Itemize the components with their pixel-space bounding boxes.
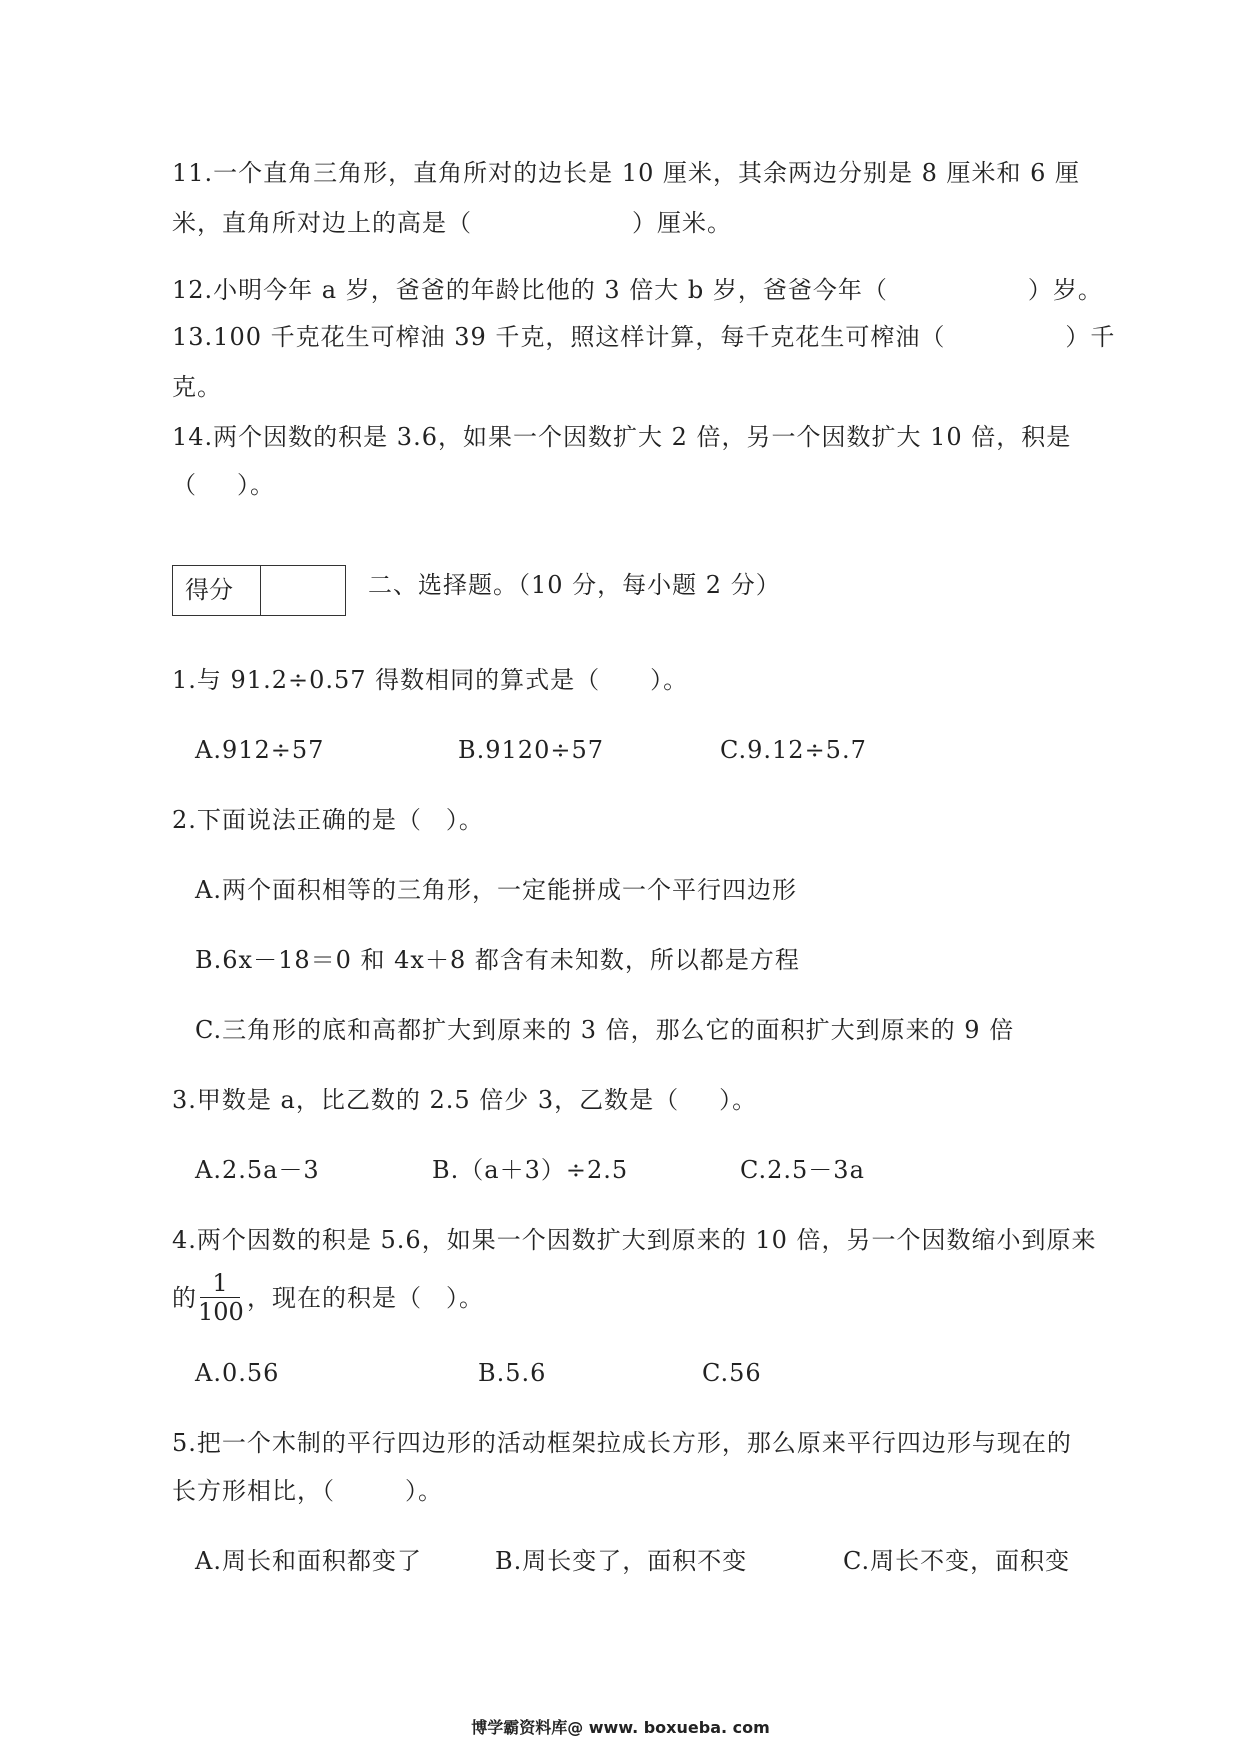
section2-title: 二、选择题。（10 分，每小题 2 分） bbox=[368, 571, 781, 599]
q3-stem-b: ）。 bbox=[719, 1086, 758, 1114]
q1-option-b: B.9120÷57 bbox=[458, 736, 604, 764]
q3-option-c: C.2.5－3a bbox=[740, 1156, 865, 1184]
q2-option-a: A.两个面积相等的三角形，一定能拼成一个平行四边形 bbox=[195, 876, 797, 904]
q5-option-a: A.周长和面积都变了 bbox=[195, 1547, 422, 1575]
q14-line1: 14.两个因数的积是 3.6，如果一个因数扩大 2 倍，另一个因数扩大 10 倍，积是 bbox=[172, 423, 1072, 451]
q3-option-b: B.（a＋3）÷2.5 bbox=[432, 1156, 629, 1184]
q2-option-b: B.6x－18＝0 和 4x＋8 都含有未知数，所以都是方程 bbox=[195, 946, 800, 974]
q4-option-c: C.56 bbox=[702, 1359, 762, 1387]
q12-text-a: 12.小明今年 a 岁，爸爸的年龄比他的 3 倍大 b 岁，爸爸今年（ bbox=[172, 276, 888, 304]
q13-text-a: 13.100 千克花生可榨油 39 千克，照这样计算，每千克花生可榨油（ bbox=[172, 323, 946, 351]
q4-option-b: B.5.6 bbox=[478, 1359, 547, 1387]
q11-line1: 11.一个直角三角形，直角所对的边长是 10 厘米，其余两边分别是 8 厘米和 6 厘 bbox=[172, 159, 1081, 187]
q3-stem-a: 3.甲数是 a，比乙数的 2.5 倍少 3，乙数是（ bbox=[172, 1086, 680, 1114]
q2-stem-b: ）。 bbox=[445, 806, 484, 834]
q1-stem bbox=[172, 665, 688, 695]
q5-option-c: C.周长不变，面积变 bbox=[843, 1547, 1071, 1575]
q1-option-c: C.9.12÷5.7 bbox=[720, 736, 867, 764]
q14-text-b: ）。 bbox=[237, 471, 275, 499]
q4-stem-de: 的 bbox=[172, 1284, 197, 1312]
score-label: 得分 bbox=[173, 566, 261, 615]
q4-stem-b: ，现在的积是（ bbox=[247, 1284, 422, 1312]
q5-option-b: B.周长变了，面积不变 bbox=[495, 1547, 748, 1575]
q3-stem bbox=[172, 1085, 757, 1115]
q11-line2 bbox=[172, 208, 732, 238]
q4-option-a: A.0.56 bbox=[195, 1359, 280, 1387]
q2-stem bbox=[172, 805, 484, 835]
q4-stem-line1: 4.两个因数的积是 5.6，如果一个因数扩大到原来的 10 倍，另一个因数缩小到原来 bbox=[172, 1226, 1097, 1254]
q4-fraction bbox=[198, 1270, 242, 1325]
q5-stem-b: ）。 bbox=[405, 1477, 443, 1505]
q13-line1 bbox=[172, 322, 1115, 352]
q2-option-c: C.三角形的底和高都扩大到原来的 3 倍，那么它的面积扩大到原来的 9 倍 bbox=[195, 1016, 1015, 1044]
q11-text-b: ）厘米。 bbox=[632, 209, 732, 237]
q13-text-b: ）千 bbox=[1065, 323, 1116, 351]
q1-option-a: A.912÷57 bbox=[195, 736, 325, 764]
q11-text-a: 米，直角所对边上的高是（ bbox=[172, 209, 472, 237]
q5-stem-a: 长方形相比，（ bbox=[172, 1477, 335, 1505]
score-value bbox=[261, 566, 345, 615]
fraction-numerator: 1 bbox=[212, 1269, 228, 1297]
fraction-denominator: 100 bbox=[198, 1298, 244, 1326]
q13-line2: 克。 bbox=[172, 373, 222, 401]
q12-line1 bbox=[172, 275, 1103, 305]
q14-line2 bbox=[172, 470, 275, 500]
q3-option-a: A.2.5a－3 bbox=[195, 1156, 320, 1184]
q2-stem-a: 2.下面说法正确的是（ bbox=[172, 806, 422, 834]
q14-text-a: （ bbox=[172, 471, 197, 499]
q1-stem-b: ）。 bbox=[650, 666, 689, 694]
q5-stem-line1: 5.把一个木制的平行四边形的活动框架拉成长方形，那么原来平行四边形与现在的 bbox=[172, 1429, 1072, 1457]
q1-stem-a: 1.与 91.2÷0.57 得数相同的算式是（ bbox=[172, 666, 601, 694]
q4-stem-c: ）。 bbox=[446, 1284, 484, 1312]
q5-stem-line2 bbox=[172, 1476, 443, 1506]
q12-text-b: ）岁。 bbox=[1027, 276, 1103, 304]
footer-watermark: 博学霸资料库@ www. boxueba. com bbox=[471, 1718, 770, 1737]
score-box bbox=[172, 565, 346, 616]
